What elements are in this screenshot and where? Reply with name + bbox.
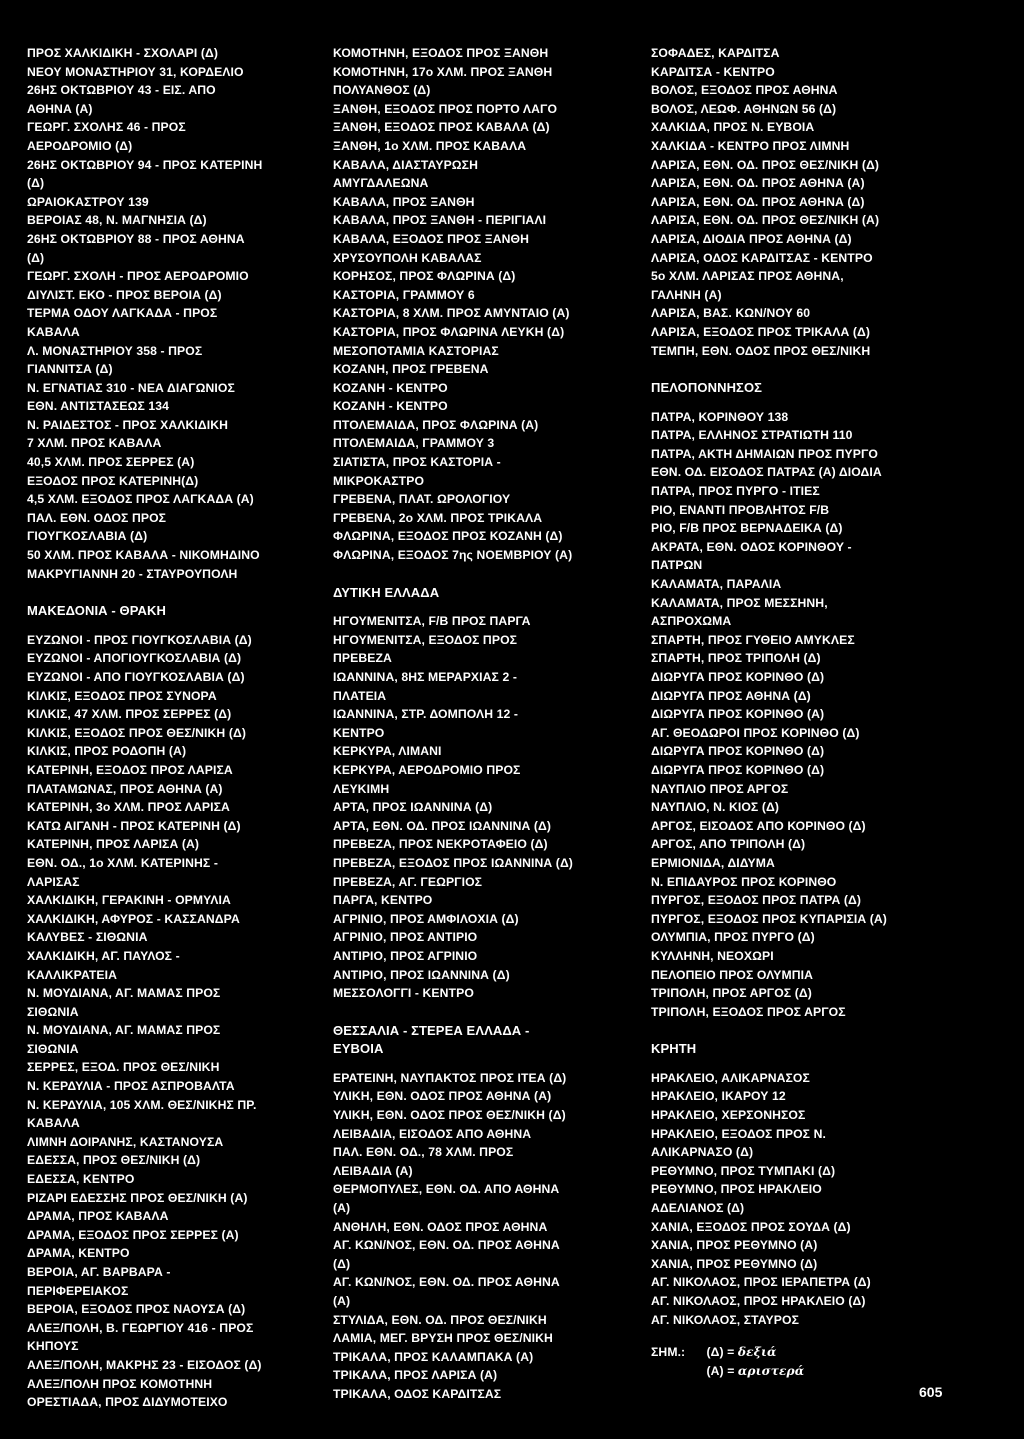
list-item: ΤΡΙΚΑΛΑ, ΠΡΟΣ ΚΑΛΑΜΠΑΚΑ (Α) — [333, 1349, 534, 1364]
list-item: ΛΑΡΙΣΑ, ΟΔΟΣ ΚΑΡΔΙΤΣΑΣ - ΚΕΝΤΡΟ — [651, 250, 873, 265]
list-item: ΡΕΘΥΜΝΟ, ΠΡΟΣ ΗΡΑΚΛΕΙΟ — [651, 1182, 822, 1197]
list-item: ΒΟΛΟΣ, ΕΞΟΔΟΣ ΠΡΟΣ ΑΘΗΝΑ — [651, 83, 838, 98]
list-item: ΕΥΖΩΝΟΙ - ΑΠΟ ΓΙΟΥΓΚΟΣΛΑΒΙΑ (Δ) — [27, 670, 245, 684]
list-item: ΡΙΟ, ΕΝΑΝΤΙ ΠΡΟΒΛΗΤΟΣ F/B — [651, 502, 830, 517]
list-item: ΤΡΙΚΑΛΑ, ΠΡΟΣ ΛΑΡΙΣΑ (Α) — [333, 1368, 498, 1383]
list-item: ΗΓΟΥΜΕΝΙΤΣΑ, ΕΞΟΔΟΣ ΠΡΟΣ — [333, 632, 518, 647]
list-item: ΣΟΦΑΔΕΣ, ΚΑΡΔΙΤΣΑ — [651, 46, 780, 60]
page-number: 605 — [919, 1384, 943, 1400]
list-item: ΑΛΕΞ/ΠΟΛΗ, ΜΑΚΡΗΣ 23 - ΕΙΣΟΔΟΣ (Δ) — [27, 1357, 262, 1372]
list-item: ΓΕΩΡΓ. ΣΧΟΛΗΣ 46 - ΠΡΟΣ — [27, 120, 186, 135]
column-2 — [333, 44, 633, 1404]
list-item: ΠΑΛ. ΕΘΝ. ΟΔΟΣ ΠΡΟΣ — [27, 510, 167, 525]
list-item: ΕΘΝ. ΟΔ., 1ο ΧΛΜ. ΚΑΤΕΡΙΝΗΣ - — [27, 855, 218, 870]
list-item: ΜΑΚΡΥΓΙΑΝΝΗ 20 - ΣΤΑΥΡΟΥΠΟΛΗ — [27, 566, 238, 581]
list-item: ΟΡΕΣΤΙΑΔΑ, ΠΡΟΣ ΔΙΔΥΜΟΤΕΙΧΟ — [27, 1395, 228, 1410]
list-item: ΣΙΘΩΝΙΑ — [27, 1041, 79, 1056]
list-item: (Α) — [333, 1294, 351, 1308]
list-item: ΒΕΡΟΙΑΣ 48, Ν. ΜΑΓΝΗΣΙΑ (Δ) — [27, 213, 207, 228]
list-item: ΣΙΘΩΝΙΑ — [27, 1004, 79, 1019]
list-item: ΑΓ. ΝΙΚΟΛΑΟΣ, ΠΡΟΣ ΙΕΡΑΠΕΤΡΑ (Δ) — [651, 1275, 871, 1290]
list-item: ΧΑΛΚΙΔΑ - ΚΕΝΤΡΟ ΠΡΟΣ ΛΙΜΝΗ — [651, 138, 850, 153]
list-item: ΑΛΙΚΑΡΝΑΣΟ (Δ) — [651, 1145, 754, 1160]
list-item: ΚΟΡΗΣΟΣ, ΠΡΟΣ ΦΛΩΡΙΝΑ (Δ) — [333, 269, 516, 284]
list-item: ΠΤΟΛΕΜΑΙΔΑ, ΓΡΑΜΜΟΥ 3 — [333, 436, 495, 451]
list-item: ΑΝΤΙΡΙΟ, ΠΡΟΣ ΙΩΑΝΝΙΝΑ (Δ) — [333, 967, 510, 982]
list-item: ΠΤΟΛΕΜΑΙΔΑ, ΠΡΟΣ ΦΛΩΡΙΝΑ (Α) — [333, 417, 539, 432]
list-item: ΙΩΑΝΝΙΝΑ, ΣΤΡ. ΔΟΜΠΟΛΗ 12 - — [333, 707, 519, 722]
list-item: Ν. ΕΠΙΔΑΥΡΟΣ ΠΡΟΣ ΚΟΡΙΝΘΟ — [651, 874, 837, 889]
list-item: ΞΑΝΘΗ, ΕΞΟΔΟΣ ΠΡΟΣ ΠΟΡΤΟ ΛΑΓΟ — [333, 101, 558, 116]
list-item: ΝΑΥΠΛΙΟ ΠΡΟΣ ΑΡΓΟΣ — [651, 781, 789, 796]
section-heading-text: ΚΡΗΤΗ — [651, 1041, 697, 1057]
list-item: ΕΥΖΩΝΟΙ - ΠΡΟΣ ΓΙΟΥΓΚΟΣΛΑΒΙΑ (Δ) — [27, 632, 252, 647]
list-item: ΠΑΡΓΑ, ΚΕΝΤΡΟ — [333, 893, 433, 908]
list-item: Ν. ΚΕΡΔΥΛΙΑ, 105 ΧΛΜ. ΘΕΣ/ΝΙΚΗΣ ΠΡ. — [27, 1097, 257, 1112]
list-item: ΝΑΥΠΛΙΟ, Ν. ΚΙΟΣ (Δ) — [651, 800, 780, 815]
section-heading-text: ΠΕΛΟΠΟΝΝΗΣΟΣ — [651, 380, 763, 396]
list-item: ΑΘΗΝΑ (Α) — [27, 101, 93, 116]
list-item: ΑΓ. ΝΙΚΟΛΑΟΣ, ΠΡΟΣ ΗΡΑΚΛΕΙΟ (Δ) — [651, 1294, 866, 1308]
list-item: ΚΑΤΩ ΑΙΓΑΝΗ - ΠΡΟΣ ΚΑΤΕΡΙΝΗ (Δ) — [27, 818, 241, 833]
list-item: ΚΟΜΟΤΗΝΗ, ΕΞΟΔΟΣ ΠΡΟΣ ΞΑΝΘΗ — [333, 46, 549, 60]
list-item: ΘΕΡΜΟΠΥΛΕΣ, ΕΘΝ. ΟΔ. ΑΠΟ ΑΘΗΝΑ — [333, 1182, 560, 1197]
list-item: ΠΡΕΒΕΖΑ — [333, 651, 392, 666]
list-item: ΠΥΡΓΟΣ, ΕΞΟΔΟΣ ΠΡΟΣ ΚΥΠΑΡΙΣΙΑ (Α) — [651, 911, 887, 926]
legend-note — [651, 1343, 981, 1380]
list-item: ΠΛΑΤΑΜΩΝΑΣ, ΠΡΟΣ ΑΘΗΝΑ (Α) — [27, 781, 223, 796]
section-heading — [651, 379, 981, 398]
legend-note-line-1 — [651, 1343, 981, 1362]
list-item: ΓΡΕΒΕΝΑ, 2ο ΧΛΜ. ΠΡΟΣ ΤΡΙΚΑΛΑ — [333, 510, 543, 525]
list-item: ΤΡΙΠΟΛΗ, ΠΡΟΣ ΑΡΓΟΣ (Δ) — [651, 986, 812, 1001]
list-item: ΑΜΥΓΔΑΛΕΩΝΑ — [333, 176, 429, 191]
list-item: ΧΑΛΚΙΔΑ, ΠΡΟΣ Ν. ΕΥΒΟΙΑ — [651, 120, 815, 135]
list-item: ΤΡΙΚΑΛΑ, ΟΔΟΣ ΚΑΡΔΙΤΣΑΣ — [333, 1386, 502, 1401]
list-item: ΧΑΝΙΑ, ΕΞΟΔΟΣ ΠΡΟΣ ΣΟΥΔΑ (Δ) — [651, 1219, 851, 1234]
list-item: ΓΙΟΥΓΚΟΣΛΑΒΙΑ (Δ) — [27, 529, 148, 544]
list-item: ΛΑΡΙΣΑ, ΕΞΟΔΟΣ ΠΡΟΣ ΤΡΙΚΑΛΑ (Δ) — [651, 324, 871, 339]
list-item: ΚΕΡΚΥΡΑ, ΛΙΜΑΝΙ — [333, 744, 442, 759]
list-item: ΑΓΡΙΝΙΟ, ΠΡΟΣ ΑΝΤΙΡΙΟ — [333, 930, 478, 945]
list-item: ΡΕΘΥΜΝΟ, ΠΡΟΣ ΤΥΜΠΑΚΙ (Δ) — [651, 1163, 836, 1178]
list-item: ΚΟΖΑΝΗ - ΚΕΝΤΡΟ — [333, 380, 448, 395]
list-item: ΜΙΚΡΟΚΑΣΤΡΟ — [333, 473, 425, 488]
list-item: ΛΑΡΙΣΑΣ — [27, 874, 80, 889]
list-item: 7 ΧΛΜ. ΠΡΟΣ ΚΑΒΑΛΑ — [27, 436, 162, 451]
list-item: ΔΡΑΜΑ, ΚΕΝΤΡΟ — [27, 1246, 130, 1261]
list-item: ΞΑΝΘΗ, ΕΞΟΔΟΣ ΠΡΟΣ ΚΑΒΑΛΑ (Δ) — [333, 120, 550, 135]
list-item: Ν. ΚΕΡΔΥΛΙΑ - ΠΡΟΣ ΑΣΠΡΟΒΑΛΤΑ — [27, 1079, 235, 1094]
list-item: ΔΡΑΜΑ, ΠΡΟΣ ΚΑΒΑΛΑ — [27, 1209, 169, 1224]
list-item: ΠΛΑΤΕΙΑ — [333, 688, 387, 703]
legend-code-left: (Α) = — [706, 1363, 735, 1378]
section-heading — [333, 1022, 633, 1059]
list-item: ΙΩΑΝΝΙΝΑ, 8ΗΣ ΜΕΡΑΡΧΙΑΣ 2 - — [333, 670, 517, 684]
list-item: ΚΑΤΕΡΙΝΗ, ΕΞΟΔΟΣ ΠΡΟΣ ΛΑΡΙΣΑ — [27, 762, 233, 777]
section-heading-text: ΘΕΣΣΑΛΙΑ - ΣΤΕΡΕΑ ΕΛΛΑΔΑ - — [333, 1022, 530, 1038]
list-item: ΚΙΛΚΙΣ, 47 ΧΛΜ. ΠΡΟΣ ΣΕΡΡΕΣ (Δ) — [27, 707, 232, 722]
list-item: ΒΟΛΟΣ, ΛΕΩΦ. ΑΘΗΝΩΝ 56 (Δ) — [651, 101, 837, 116]
list-item: ΚΑΒΑΛΑ, ΔΙΑΣΤΑΥΡΩΣΗ — [333, 157, 478, 172]
list-item: ΟΛΥΜΠΙΑ, ΠΡΟΣ ΠΥΡΓΟ (Δ) — [651, 930, 815, 945]
list-item: ΚΥΛΛΗΝΗ, ΝΕΟΧΩΡΙ — [651, 948, 774, 963]
legend-note-label: ΣΗΜ.: — [651, 1345, 686, 1360]
list-item: ΝΕΟΥ ΜΟΝΑΣΤΗΡΙΟΥ 31, ΚΟΡΔΕΛΙΟ — [27, 64, 244, 79]
list-item: 26ΗΣ ΟΚΤΩΒΡΙΟΥ 43 - ΕΙΣ. ΑΠΟ — [27, 83, 216, 98]
list-item: ΠΑΤΡΩΝ — [651, 558, 703, 573]
list-item: ΤΕΜΠΗ, ΕΘΝ. ΟΔΟΣ ΠΡΟΣ ΘΕΣ/ΝΙΚΗ — [651, 343, 871, 358]
list-item: ΚΑΣΤΟΡΙΑ, 8 ΧΛΜ. ΠΡΟΣ ΑΜΥΝΤΑΙΟ (Α) — [333, 306, 570, 321]
list-item: ΑΡΤΑ, ΕΘΝ. ΟΔ. ΠΡΟΣ ΙΩΑΝΝΙΝΑ (Δ) — [333, 818, 552, 833]
column-3 — [651, 44, 981, 1380]
list-item: ΕΘΝ. ΑΝΤΙΣΤΑΣΕΩΣ 134 — [27, 399, 170, 414]
list-item: ΒΕΡΟΙΑ, ΑΓ. ΒΑΡΒΑΡΑ - — [27, 1265, 171, 1279]
list-item: ΚΑΒΑΛΑ, ΕΞΟΔΟΣ ΠΡΟΣ ΞΑΝΘΗ — [333, 231, 529, 246]
list-item: ΠΕΛΟΠΕΙΟ ΠΡΟΣ ΟΛΥΜΠΙΑ — [651, 967, 814, 982]
list-item: ΛΑΜΙΑ, ΜΕΓ. ΒΡΥΣΗ ΠΡΟΣ ΘΕΣ/ΝΙΚΗ — [333, 1331, 553, 1346]
list-item: ΔΙΩΡΥΓΑ ΠΡΟΣ ΚΟΡΙΝΘΟ (Δ) — [651, 762, 825, 777]
list-item: ΚΙΛΚΙΣ, ΕΞΟΔΟΣ ΠΡΟΣ ΘΕΣ/ΝΙΚΗ (Δ) — [27, 725, 246, 740]
list-item: ΑΓ. ΚΩΝ/ΝΟΣ, ΕΘΝ. ΟΔ. ΠΡΟΣ ΑΘΗΝΑ — [333, 1275, 560, 1290]
list-item: ΚΟΖΑΝΗ - ΚΕΝΤΡΟ — [333, 399, 448, 414]
list-item: ΑΛΕΞ/ΠΟΛΗ ΠΡΟΣ ΚΟΜΟΤΗΝΗ — [27, 1376, 213, 1391]
list-item: ΠΑΤΡΑ, ΠΡΟΣ ΠΥΡΓΟ - ΙΤΙΕΣ — [651, 484, 820, 499]
list-item: ΚΑΣΤΟΡΙΑ, ΠΡΟΣ ΦΛΩΡΙΝΑ ΛΕΥΚΗ (Δ) — [333, 324, 565, 339]
list-item: Ν. ΜΟΥΔΙΑΝΑ, ΑΓ. ΜΑΜΑΣ ΠΡΟΣ — [27, 1023, 221, 1038]
list-item: ΗΡΑΚΛΕΙΟ, ΙΚΑΡΟΥ 12 — [651, 1089, 786, 1104]
list-item: ΚΑΛΛΙΚΡΑΤΕΙΑ — [27, 967, 118, 982]
list-item: ΩΡΑΙΟΚΑΣΤΡΟΥ 139 — [27, 194, 149, 209]
list-item: 26ΗΣ ΟΚΤΩΒΡΙΟΥ 88 - ΠΡΟΣ ΑΘΗΝΑ — [27, 231, 245, 246]
list-item: 50 ΧΛΜ. ΠΡΟΣ ΚΑΒΑΛΑ - ΝΙΚΟΜΗΔΙΝΟ — [27, 548, 260, 563]
list-item: ΥΛΙΚΗ, ΕΘΝ. ΟΔΟΣ ΠΡΟΣ ΘΕΣ/ΝΙΚΗ (Δ) — [333, 1108, 566, 1123]
list-item: ΕΔΕΣΣΑ, ΠΡΟΣ ΘΕΣ/ΝΙΚΗ (Δ) — [27, 1153, 201, 1168]
list-item: ΞΑΝΘΗ, 1ο ΧΛΜ. ΠΡΟΣ ΚΑΒΑΛΑ — [333, 138, 527, 153]
list-item: ΡΙΟ, F/B ΠΡΟΣ ΒΕΡΝΑΔΕΙΚΑ (Δ) — [651, 521, 843, 536]
list-item: ΒΕΡΟΙΑ, ΕΞΟΔΟΣ ΠΡΟΣ ΝΑΟΥΣΑ (Δ) — [27, 1302, 246, 1317]
list-item: ΠΕΡΙΦΕΡΕΙΑΚΟΣ — [27, 1283, 129, 1298]
list-item: ΠΥΡΓΟΣ, ΕΞΟΔΟΣ ΠΡΟΣ ΠΑΤΡΑ (Δ) — [651, 893, 862, 908]
list-item: ΛΑΡΙΣΑ, ΕΘΝ. ΟΔ. ΠΡΟΣ ΑΘΗΝΑ (Δ) — [651, 194, 865, 209]
list-item: 4,5 ΧΛΜ. ΕΞΟΔΟΣ ΠΡΟΣ ΛΑΓΚΑΔΑ (Α) — [27, 492, 254, 507]
list-item: ΚΑΒΑΛΑ — [27, 324, 80, 339]
list-item: ΑΝΤΙΡΙΟ, ΠΡΟΣ ΑΓΡΙΝΙΟ — [333, 948, 478, 963]
list-item: ΠΡΕΒΕΖΑ, ΕΞΟΔΟΣ ΠΡΟΣ ΙΩΑΝΝΙΝΑ (Δ) — [333, 855, 573, 870]
list-item: ΑΡΤΑ, ΠΡΟΣ ΙΩΑΝΝΙΝΑ (Δ) — [333, 800, 493, 815]
list-item: ΑΝΘΗΛΗ, ΕΘΝ. ΟΔΟΣ ΠΡΟΣ ΑΘΗΝΑ — [333, 1219, 548, 1234]
list-item: 26ΗΣ ΟΚΤΩΒΡΙΟΥ 94 - ΠΡΟΣ ΚΑΤΕΡΙΝΗ — [27, 157, 263, 172]
list-item: ΚΟΖΑΝΗ, ΠΡΟΣ ΓΡΕΒΕΝΑ — [333, 362, 489, 377]
list-item: ΗΡΑΚΛΕΙΟ, ΧΕΡΣΟΝΗΣΟΣ — [651, 1108, 806, 1123]
list-item: ΓΕΩΡΓ. ΣΧΟΛΗ - ΠΡΟΣ ΑΕΡΟΔΡΟΜΙΟ — [27, 269, 249, 284]
list-item: ΛΕΙΒΑΔΙΑ, ΕΙΣΟΔΟΣ ΑΠΟ ΑΘΗΝΑ — [333, 1126, 532, 1141]
list-item: ΡΙΖΑΡΙ ΕΔΕΣΣΗΣ ΠΡΟΣ ΘΕΣ/ΝΙΚΗ (Α) — [27, 1190, 248, 1205]
list-item: ΗΡΑΚΛΕΙΟ, ΕΞΟΔΟΣ ΠΡΟΣ Ν. — [651, 1126, 826, 1141]
list-item: ΑΓΡΙΝΙΟ, ΠΡΟΣ ΑΜΦΙΛΟΧΙΑ (Δ) — [333, 911, 519, 926]
list-item: ΥΛΙΚΗ, ΕΘΝ. ΟΔΟΣ ΠΡΟΣ ΑΘΗΝΑ (Α) — [333, 1089, 552, 1104]
list-item: ΚΑΣΤΟΡΙΑ, ΓΡΑΜΜΟΥ 6 — [333, 287, 475, 302]
list-item: ΠΑΤΡΑ, ΑΚΤΗ ΔΗΜΑΙΩΝ ΠΡΟΣ ΠΥΡΓΟ — [651, 446, 878, 461]
list-item: ΗΓΟΥΜΕΝΙΤΣΑ, F/B ΠΡΟΣ ΠΑΡΓΑ — [333, 614, 531, 629]
list-item: ΚΑΡΔΙΤΣΑ - ΚΕΝΤΡΟ — [651, 64, 775, 79]
list-item: ΔΙΩΡΥΓΑ ΠΡΟΣ ΚΟΡΙΝΘΟ (Δ) — [651, 670, 825, 684]
list-item: ΦΛΩΡΙΝΑ, ΕΞΟΔΟΣ 7ης ΝΟΕΜΒΡΙΟΥ (Α) — [333, 548, 573, 563]
list-item: ΑΡΓΟΣ, ΑΠΟ ΤΡΙΠΟΛΗ (Δ) — [651, 837, 806, 852]
list-item: ΕΥΖΩΝΟΙ - ΑΠΟΓΙΟΥΓΚΟΣΛΑΒΙΑ (Δ) — [27, 651, 242, 666]
list-item: (Α) — [333, 1201, 351, 1216]
list-item: Ν. ΜΟΥΔΙΑΝΑ, ΑΓ. ΜΑΜΑΣ ΠΡΟΣ — [27, 986, 221, 1001]
section-heading — [333, 584, 633, 603]
list-item: ΠΟΛΥΑΝΘΟΣ (Δ) — [333, 83, 431, 98]
list-item: ΑΓ. ΘΕΟΔΩΡΟΙ ΠΡΟΣ ΚΟΡΙΝΘΟ (Δ) — [651, 725, 860, 740]
legend-meaning-right: δεξιά — [737, 1345, 777, 1360]
list-item: ΑΡΓΟΣ, ΕΙΣΟΔΟΣ ΑΠΟ ΚΟΡΙΝΘΟ (Δ) — [651, 818, 866, 833]
list-item: ΣΙΑΤΙΣΤΑ, ΠΡΟΣ ΚΑΣΤΟΡΙΑ - — [333, 455, 501, 470]
list-item: ΓΑΛΗΝΗ (Α) — [651, 287, 722, 302]
list-item: ΑΚΡΑΤΑ, ΕΘΝ. ΟΔΟΣ ΚΟΡΙΝΘΟΥ - — [651, 539, 852, 554]
list-item: 40,5 ΧΛΜ. ΠΡΟΣ ΣΕΡΡΕΣ (Α) — [27, 455, 195, 470]
list-item: ΚΙΛΚΙΣ, ΕΞΟΔΟΣ ΠΡΟΣ ΣΥΝΟΡΑ — [27, 688, 217, 703]
list-item: ΑΣΠΡΟΧΩΜΑ — [651, 614, 732, 629]
column-1 — [27, 44, 327, 1412]
list-item: ΠΡΟΣ ΧΑΛΚΙΔΙΚΗ - ΣΧΟΛΑΡΙ (Δ) — [27, 46, 219, 60]
legend-code-right: (Δ) = — [706, 1345, 735, 1360]
list-item: ΠΑΤΡΑ, ΚΟΡΙΝΘΟΥ 138 — [651, 409, 789, 424]
list-item: ΣΤΥΛΙΔΑ, ΕΘΝ. ΟΔ. ΠΡΟΣ ΘΕΣ/ΝΙΚΗ — [333, 1312, 547, 1327]
list-item: (Δ) — [27, 250, 45, 265]
list-item: ΔΡΑΜΑ, ΕΞΟΔΟΣ ΠΡΟΣ ΣΕΡΡΕΣ (Α) — [27, 1227, 239, 1242]
list-item: Λ. ΜΟΝΑΣΤΗΡΙΟΥ 358 - ΠΡΟΣ — [27, 343, 203, 358]
list-item: ΚΕΡΚΥΡΑ, ΑΕΡΟΔΡΟΜΙΟ ΠΡΟΣ — [333, 762, 521, 777]
list-item: ΑΛΕΞ/ΠΟΛΗ, Β. ΓΕΩΡΓΙΟΥ 416 - ΠΡΟΣ — [27, 1320, 254, 1335]
list-item: ΤΡΙΠΟΛΗ, ΕΞΟΔΟΣ ΠΡΟΣ ΑΡΓΟΣ — [651, 1004, 846, 1019]
list-item: ΣΠΑΡΤΗ, ΠΡΟΣ ΓΥΘΕΙΟ ΑΜΥΚΛΕΣ — [651, 632, 855, 647]
list-item: ΧΑΛΚΙΔΙΚΗ, ΑΓ. ΠΑΥΛΟΣ - — [27, 948, 180, 963]
list-item: ΣΠΑΡΤΗ, ΠΡΟΣ ΤΡΙΠΟΛΗ (Δ) — [651, 651, 821, 666]
list-item: ΑΕΡΟΔΡΟΜΙΟ (Δ) — [27, 138, 133, 153]
section-heading — [27, 602, 327, 621]
list-item: ΔΙΩΡΥΓΑ ΠΡΟΣ ΚΟΡΙΝΘΟ (Α) — [651, 707, 825, 722]
list-item: ΕΘΝ. ΟΔ. ΕΙΣΟΔΟΣ ΠΑΤΡΑΣ (Α) ΔΙΟΔΙΑ — [651, 465, 882, 480]
list-item: ΚΑΤΕΡΙΝΗ, 3ο ΧΛΜ. ΠΡΟΣ ΛΑΡΙΣΑ — [27, 800, 230, 815]
list-item: ΕΡΜΙΟΝΙΔΑ, ΔΙΔΥΜΑ — [651, 855, 775, 870]
list-item: ΣΕΡΡΕΣ, ΕΞΟΔ. ΠΡΟΣ ΘΕΣ/ΝΙΚΗ — [27, 1060, 220, 1075]
list-item: Ν. ΡΑΙΔΕΣΤΟΣ - ΠΡΟΣ ΧΑΛΚΙΔΙΚΗ — [27, 417, 229, 432]
list-item: 5ο ΧΛΜ. ΛΑΡΙΣΑΣ ΠΡΟΣ ΑΘΗΝΑ, — [651, 269, 844, 284]
list-item: ΧΑΛΚΙΔΙΚΗ, ΓΕΡΑΚΙΝΗ - ΟΡΜΥΛΙΑ — [27, 893, 231, 908]
section-heading-text-cont: ΕΥΒΟΙΑ — [333, 1041, 384, 1057]
list-item: ΛΕΙΒΑΔΙΑ (Α) — [333, 1163, 413, 1178]
list-item: ΠΡΕΒΕΖΑ, ΠΡΟΣ ΝΕΚΡΟΤΑΦΕΙΟ (Δ) — [333, 837, 548, 852]
section-heading-text: ΜΑΚΕΔΟΝΙΑ - ΘΡΑΚΗ — [27, 603, 167, 619]
legend-note-line-2 — [651, 1362, 981, 1381]
list-item: ΚΗΠΟΥΣ — [27, 1339, 79, 1354]
list-item: ΚΙΛΚΙΣ, ΠΡΟΣ ΡΟΔΟΠΗ (Α) — [27, 744, 187, 759]
list-item: ΔΙΩΡΥΓΑ ΠΡΟΣ ΚΟΡΙΝΘΟ (Δ) — [651, 744, 825, 759]
list-item: ΦΛΩΡΙΝΑ, ΕΞΟΔΟΣ ΠΡΟΣ ΚΟΖΑΝΗ (Δ) — [333, 529, 563, 544]
list-item: ΑΔΕΛΙΑΝΟΣ (Δ) — [651, 1201, 745, 1216]
list-item: ΛΕΥΚΙΜΗ — [333, 781, 390, 796]
list-item: Ν. ΕΓΝΑΤΙΑΣ 310 - ΝΕΑ ΔΙΑΓΩΝΙΟΣ — [27, 380, 235, 395]
list-item: ΛΑΡΙΣΑ, ΔΙΟΔΙΑ ΠΡΟΣ ΑΘΗΝΑ (Δ) — [651, 231, 852, 246]
list-item: ΠΑΤΡΑ, ΕΛΛΗΝΟΣ ΣΤΡΑΤΙΩΤΗ 110 — [651, 428, 853, 443]
list-item: ΛΑΡΙΣΑ, ΕΘΝ. ΟΔ. ΠΡΟΣ ΘΕΣ/ΝΙΚΗ (Α) — [651, 213, 880, 228]
list-item: ΧΡΥΣΟΥΠΟΛΗ ΚΑΒΑΛΑΣ — [333, 250, 482, 265]
list-item: ΚΟΜΟΤΗΝΗ, 17ο ΧΛΜ. ΠΡΟΣ ΞΑΝΘΗ — [333, 64, 553, 79]
list-item: (Δ) — [27, 176, 45, 191]
list-item: ΕΔΕΣΣΑ, ΚΕΝΤΡΟ — [27, 1172, 135, 1187]
list-item: ΛΑΡΙΣΑ, ΕΘΝ. ΟΔ. ΠΡΟΣ ΑΘΗΝΑ (Α) — [651, 176, 865, 191]
list-item: ΑΓ. ΚΩΝ/ΝΟΣ, ΕΘΝ. ΟΔ. ΠΡΟΣ ΑΘΗΝΑ — [333, 1238, 560, 1253]
list-item: ΛΙΜΝΗ ΔΟΙΡΑΝΗΣ, ΚΑΣΤΑΝΟΥΣΑ — [27, 1134, 224, 1149]
section-heading — [651, 1040, 981, 1059]
list-item: ΚΑΛΑΜΑΤΑ, ΠΡΟΣ ΜΕΣΣΗΝΗ, — [651, 595, 828, 610]
list-item: ΚΑΛΥΒΕΣ - ΣΙΘΩΝΙΑ — [27, 930, 148, 945]
section-heading-text: ΔΥΤΙΚΗ ΕΛΛΑΔΑ — [333, 584, 440, 600]
list-item: ΜΕΣΣΟΛΟΓΓΙ - ΚΕΝΤΡΟ — [333, 986, 474, 1001]
list-item: ΕΞΟΔΟΣ ΠΡΟΣ ΚΑΤΕΡΙΝΗ(Δ) — [27, 473, 199, 488]
list-item: ΚΑΛΑΜΑΤΑ, ΠΑΡΑΛΙΑ — [651, 577, 782, 592]
list-item: ΧΑΛΚΙΔΙΚΗ, ΑΦΥΡΟΣ - ΚΑΣΣΑΝΔΡΑ — [27, 911, 240, 926]
list-item: ΚΑΒΑΛΑ, ΠΡΟΣ ΞΑΝΘΗ — [333, 194, 475, 209]
list-item: ΠΡΕΒΕΖΑ, ΑΓ. ΓΕΩΡΓΙΟΣ — [333, 874, 483, 889]
list-item: ΧΑΝΙΑ, ΠΡΟΣ ΡΕΘΥΜΝΟ (Δ) — [651, 1256, 818, 1271]
list-item: ΠΑΛ. ΕΘΝ. ΟΔ., 78 ΧΛΜ. ΠΡΟΣ — [333, 1145, 514, 1160]
list-item: ΕΡΑΤΕΙΝΗ, ΝΑΥΠΑΚΤΟΣ ΠΡΟΣ ΙΤΕΑ (Δ) — [333, 1070, 567, 1085]
list-item: ΓΙΑΝΝΙΤΣΑ (Δ) — [27, 362, 113, 377]
list-item: ΚΕΝΤΡΟ — [333, 725, 385, 740]
list-item: ΚΑΒΑΛΑ — [27, 1116, 80, 1131]
list-item: ΚΑΒΑΛΑ, ΠΡΟΣ ΞΑΝΘΗ - ΠΕΡΙΓΙΑΛΙ — [333, 213, 547, 228]
list-item: ΗΡΑΚΛΕΙΟ, ΑΛΙΚΑΡΝΑΣΟΣ — [651, 1070, 810, 1085]
list-item: ΛΑΡΙΣΑ, ΒΑΣ. ΚΩΝ/ΝΟΥ 60 — [651, 306, 811, 321]
column-3-content — [651, 44, 981, 1329]
list-item: ΑΓ. ΝΙΚΟΛΑΟΣ, ΣΤΑΥΡΟΣ — [651, 1312, 800, 1327]
list-item: ΜΕΣΟΠΟΤΑΜΙΑ ΚΑΣΤΟΡΙΑΣ — [333, 343, 499, 358]
list-item: ΔΙΥΛΙΣΤ. ΕΚΟ - ΠΡΟΣ ΒΕΡΟΙΑ (Δ) — [27, 287, 222, 302]
list-item: ΚΑΤΕΡΙΝΗ, ΠΡΟΣ ΛΑΡΙΣΑ (Α) — [27, 837, 200, 852]
list-item: ΛΑΡΙΣΑ, ΕΘΝ. ΟΔ. ΠΡΟΣ ΘΕΣ/ΝΙΚΗ (Δ) — [651, 157, 880, 172]
legend-meaning-left: αριστερά — [737, 1363, 805, 1378]
list-item: ΓΡΕΒΕΝΑ, ΠΛΑΤ. ΩΡΟΛΟΓΙΟΥ — [333, 492, 511, 507]
list-item: ΧΑΝΙΑ, ΠΡΟΣ ΡΕΘΥΜΝΟ (Α) — [651, 1238, 818, 1253]
list-item: ΤΕΡΜΑ ΟΔΟΥ ΛΑΓΚΑΔΑ - ΠΡΟΣ — [27, 306, 218, 321]
list-item: ΔΙΩΡΥΓΑ ΠΡΟΣ ΑΘΗΝΑ (Δ) — [651, 688, 811, 703]
list-item: (Δ) — [333, 1256, 351, 1271]
